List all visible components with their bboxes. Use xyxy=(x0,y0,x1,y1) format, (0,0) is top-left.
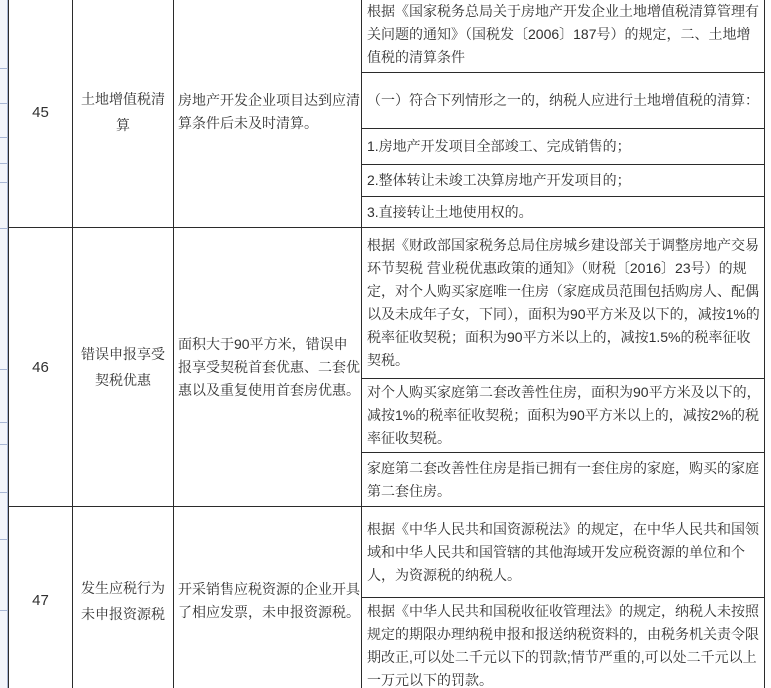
row-number-cell[interactable]: 47 xyxy=(9,507,73,688)
tax-table-container xyxy=(8,0,765,688)
detail-cell[interactable]: 家庭第二套改善性住房是指已拥有一套住房的家庭，购买的家庭第二套住房。 xyxy=(362,453,765,507)
detail-cell[interactable]: 2.整体转让未竣工决算房地产开发项目的； xyxy=(362,165,765,197)
row-number-cell[interactable]: 46 xyxy=(9,228,73,507)
excel-gridline xyxy=(0,163,8,164)
detail-cell[interactable]: 3.直接转让土地使用权的。 xyxy=(362,197,765,228)
excel-gridline xyxy=(0,68,8,69)
detail-cell[interactable]: 1.房地产开发项目全部竣工、完成销售的； xyxy=(362,129,765,165)
tax-item-name-cell[interactable]: 错误申报享受契税优惠 xyxy=(73,228,174,507)
tax-item-name-cell[interactable]: 土地增值税清算 xyxy=(73,0,174,228)
excel-gridline xyxy=(0,103,8,104)
detail-cell[interactable]: （一）符合下列情形之一的，纳税人应进行土地增值税的清算： xyxy=(362,73,765,129)
tax-item-description-cell[interactable]: 面积大于90平方米，错误申报享受契税首套优惠、二套优惠以及重复使用首套房优惠。 xyxy=(174,228,362,507)
excel-gridline xyxy=(0,444,8,445)
excel-gridline xyxy=(0,137,8,138)
detail-cell[interactable]: 根据《中华人民共和国资源税法》的规定，在中华人民共和国领域和中华人民共和国管辖的其他海域开发应税资源的单位和个人，为资源税的纳税人。 xyxy=(362,507,765,598)
detail-cell[interactable]: 根据《中华人民共和国税收征收管理法》的规定，纳税人未按照规定的期限办理纳税申报和报送纳税资料的，由税务机关责令限期改正,可以处二千元以下的罚款;情节严重的,可以处二千元以上一万元以下的罚款。 xyxy=(362,598,765,688)
tax-item-description-cell[interactable]: 开采销售应税资源的企业开具了相应发票，未申报资源税。 xyxy=(174,507,362,688)
excel-gridline xyxy=(0,422,8,423)
detail-cell[interactable]: 对个人购买家庭第二套改善性住房，面积为90平方米及以下的，减按1%的税率征收契税；面积为90平方米以上的，减按2%的税率征收契税。 xyxy=(362,379,765,453)
excel-gridline xyxy=(0,228,8,229)
excel-gridline xyxy=(0,539,8,540)
excel-gridline xyxy=(0,492,8,493)
tax-issues-table xyxy=(8,0,765,688)
tax-item-description-cell[interactable]: 房地产开发企业项目达到应清算条件后未及时清算。 xyxy=(174,0,362,228)
row-number-cell[interactable]: 45 xyxy=(9,0,73,228)
excel-gridline xyxy=(0,369,8,370)
detail-cell[interactable]: 根据《财政部国家税务总局住房城乡建设部关于调整房地产交易环节契税 营业税优惠政策的通知》（财税〔2016〕23号）的规定，对个人购买家庭唯一住房（家庭成员范围包括购房人、配偶以及未成年子女，下同），面积为90平方米及以下的，减按1%的税率征收契税；面积为90平方米以上的，减按1.5%的税率征收契税。 xyxy=(362,228,765,379)
excel-gridline xyxy=(0,610,8,611)
excel-gridline xyxy=(0,182,8,183)
excel-gridline-strip xyxy=(0,0,8,688)
tax-item-name-cell[interactable]: 发生应税行为未申报资源税 xyxy=(73,507,174,688)
detail-cell[interactable]: 根据《国家税务总局关于房地产开发企业土地增值税清算管理有关问题的通知》（国税发〔2006〕187号）的规定，二、土地增值税的清算条件 xyxy=(362,0,765,73)
